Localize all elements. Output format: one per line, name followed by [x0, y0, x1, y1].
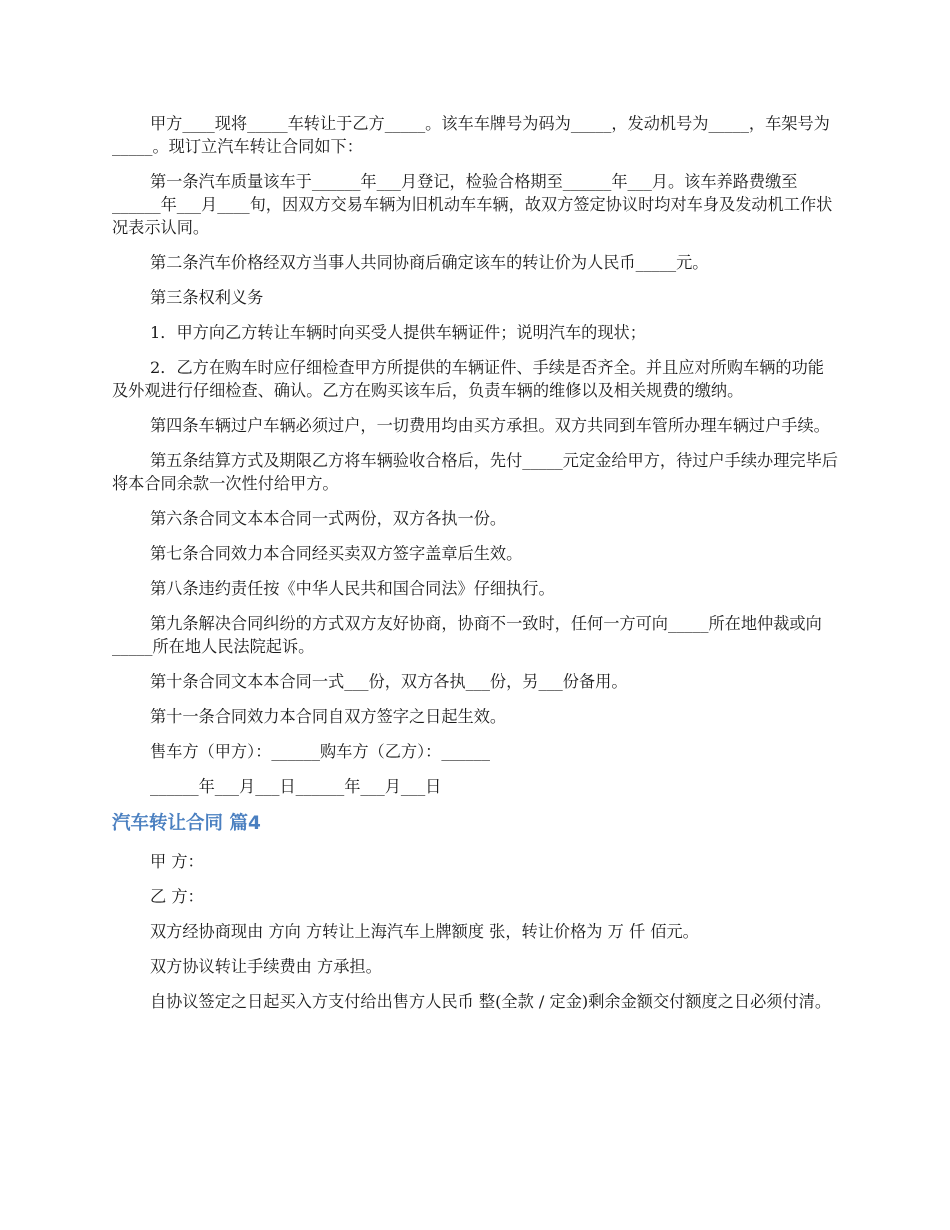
section-heading: 汽车转让合同 篇4	[112, 813, 261, 834]
contract-preamble: 甲方____现将_____车转让于乙方_____。该车车牌号为码为_____，发动机号为_____，车架号为_____。现订立汽车转让合同如下：	[112, 114, 830, 156]
clause-6-copies: 第六条合同文本本合同一式两份，双方各执一份。	[150, 509, 507, 528]
clause-3-title: 第三条权利义务	[150, 288, 264, 307]
clause-10-copies: 第十条合同文本本合同一式___份，双方各执___份，另___份备用。	[150, 672, 628, 691]
clause-1-quality: 第一条汽车质量该车于______年___月登记，检验合格期至______年___月。该车养路费缴至______年___月____旬，因双方交易车辆为旧机动车车辆，故双方签定协议时均对车身及发动机工作状况表示认同。	[112, 172, 833, 237]
date-line: ______年___月___日______年___月___日	[150, 777, 442, 796]
clause-3-item-2: 2．乙方在购车时应仔细检查甲方所提供的车辆证件、手续是否齐全。并且应对所购车辆的功能及外观进行仔细检查、确认。乙方在购买该车后，负责车辆的维修以及相关规费的缴纳。	[112, 358, 824, 400]
clause-9-disputes: 第九条解决合同纠纷的方式双方友好协商，协商不一致时，任何一方可向_____所在地仲裁或向_____所在地人民法院起诉。	[112, 614, 822, 656]
clause-2-price: 第二条汽车价格经双方当事人共同协商后确定该车的转让价为人民币_____元。	[150, 253, 709, 272]
party-a-line: 甲 方：	[150, 852, 204, 871]
clause-7-validity: 第七条合同效力本合同经买卖双方签字盖章后生效。	[150, 544, 523, 563]
clause-5-settlement: 第五条结算方式及期限乙方将车辆验收合格后，先付_____元定金给甲方，待过户手续办理完毕后将本合同余款一次性付给甲方。	[112, 451, 838, 493]
payment-terms: 自协议签定之日起买入方支付给出售方人民币 整(全款 / 定金)剩余金额交付额度之日必须付清。	[150, 992, 832, 1011]
party-b-line: 乙 方：	[150, 887, 204, 906]
clause-3-item-1: 1．甲方向乙方转让车辆时向买受人提供车辆证件；说明汽车的现状；	[150, 323, 646, 342]
transfer-terms: 双方经协商现由 方向 方转让上海汽车上牌额度 张，转让价格为 万 仟 佰元。	[150, 922, 699, 941]
clause-11-validity: 第十一条合同效力本合同自双方签字之日起生效。	[150, 707, 507, 726]
fee-terms: 双方协议转让手续费由 方承担。	[150, 957, 382, 976]
clause-4-transfer: 第四条车辆过户车辆必须过户，一切费用均由买方承担。双方共同到车管所办理车辆过户手续。	[150, 416, 830, 435]
signature-line: 售车方（甲方）：______购车方（乙方）：______	[150, 742, 490, 761]
clause-8-liability: 第八条违约责任按《中华人民共和国合同法》仔细执行。	[150, 579, 555, 598]
document-body	[112, 112, 838, 1025]
